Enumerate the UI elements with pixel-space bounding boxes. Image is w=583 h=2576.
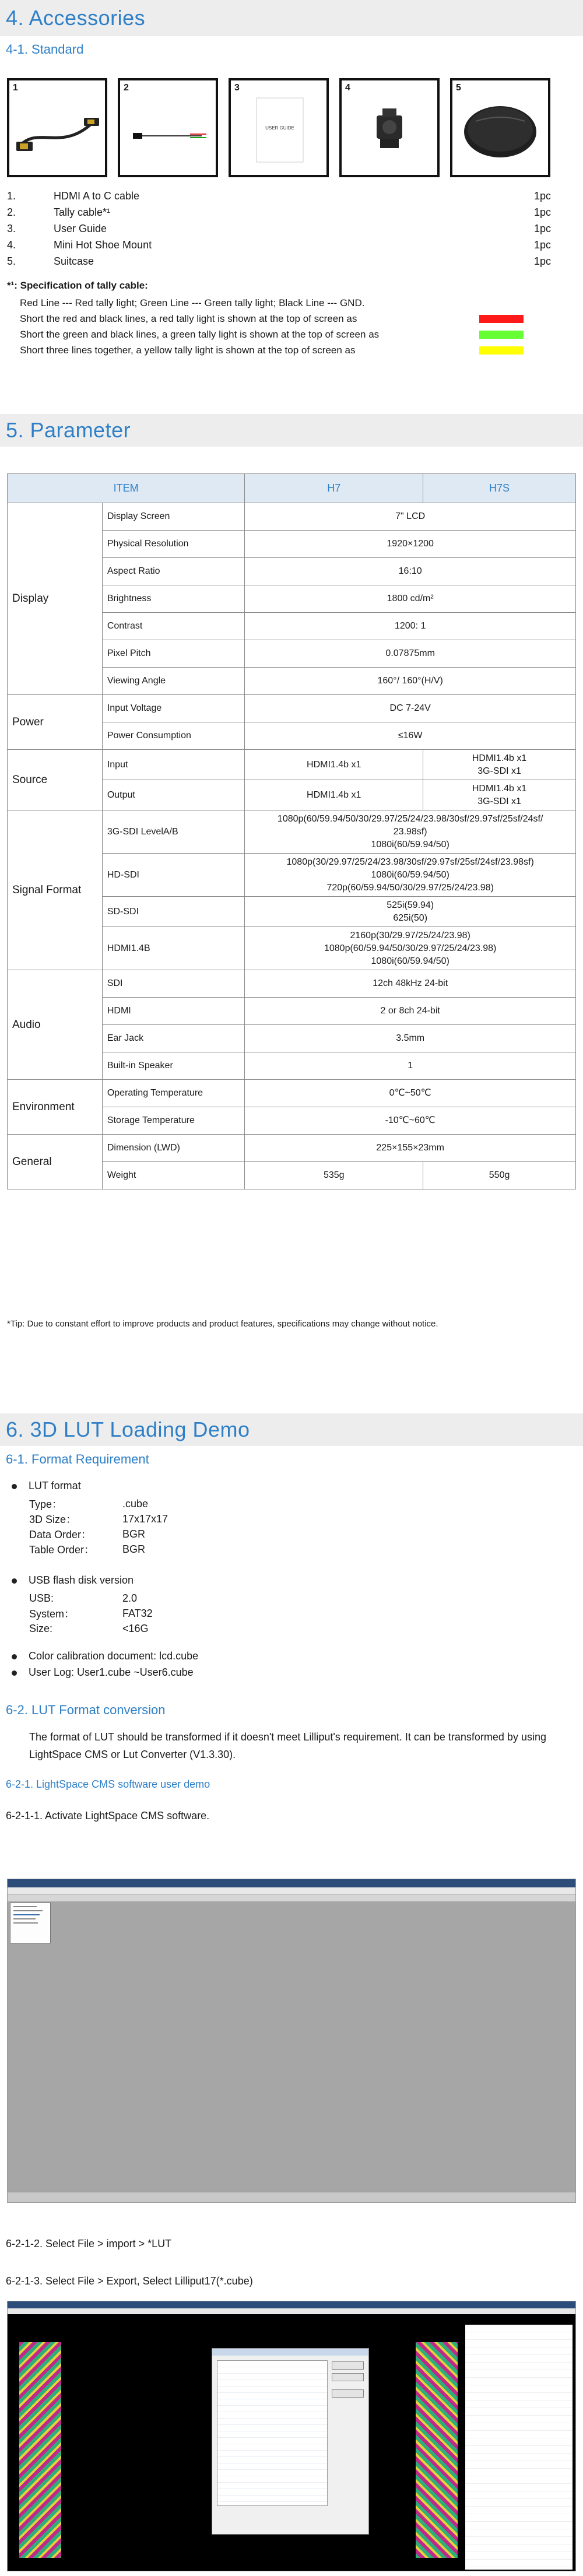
tally-spec-heading: *¹: Specification of tally cable: bbox=[7, 280, 148, 291]
table-header-item: ITEM bbox=[8, 474, 245, 503]
list-item bbox=[7, 220, 551, 237]
item-cell: HDMI1.4B bbox=[102, 927, 245, 970]
tally-line-text: Short three lines together, a yellow tally light is shown at the top of screen as bbox=[20, 344, 356, 356]
parameter-section-header bbox=[0, 414, 583, 447]
item-name: User Guide bbox=[54, 222, 107, 234]
kv-key: System： bbox=[29, 1608, 75, 1620]
kv-value: BGR bbox=[122, 1543, 146, 1555]
item-cell: 3G-SDI LevelA/B bbox=[102, 810, 245, 854]
value-cell: 160°/ 160°(H/V) bbox=[245, 668, 576, 695]
value-cell: 1800 cd/m² bbox=[245, 585, 576, 613]
table-row bbox=[8, 810, 576, 854]
item-qty: 1pc bbox=[533, 206, 551, 218]
category-cell: Audio bbox=[8, 970, 103, 1080]
hdmi-cable-icon bbox=[9, 80, 105, 175]
accessory-box-4 bbox=[339, 78, 440, 177]
tally-line-text: Short the green and black lines, a green tally light is shown at the top of screen as bbox=[20, 328, 380, 340]
green-tally-swatch bbox=[479, 331, 524, 339]
h7s-value-cell: 550g bbox=[423, 1162, 576, 1189]
lut-format-label: LUT format bbox=[29, 1480, 81, 1491]
table-header-h7: H7 bbox=[245, 474, 423, 503]
step-2-text: 6-2-1-2. Select File > import > *LUT bbox=[6, 2238, 172, 2249]
item-cell: Operating Temperature bbox=[102, 1080, 245, 1107]
category-cell: Environment bbox=[8, 1080, 103, 1135]
item-number: 1. bbox=[7, 189, 16, 202]
accessories-title: 4. Accessories bbox=[6, 6, 146, 30]
kv-row bbox=[0, 1511, 583, 1526]
value-cell: 7" LCD bbox=[245, 503, 576, 531]
table-row bbox=[8, 750, 576, 780]
h7-value-cell: HDMI1.4b x1 bbox=[245, 750, 423, 780]
value-cell: 16:10 bbox=[245, 558, 576, 585]
item-cell: HDMI bbox=[102, 998, 245, 1025]
format-requirement-title: 6-1. Format Requirement bbox=[6, 1452, 149, 1466]
export-option-button bbox=[332, 2389, 364, 2398]
usb-bullet bbox=[0, 1574, 583, 1591]
file-menu-dropdown bbox=[10, 1903, 51, 1943]
h7-value-cell: HDMI1.4b x1 bbox=[245, 780, 423, 810]
lightspace-screenshot-2 bbox=[7, 2301, 576, 2571]
kv-value: BGR bbox=[122, 1528, 146, 1540]
accessory-list bbox=[0, 188, 551, 269]
kv-row bbox=[0, 1606, 583, 1621]
kv-value: FAT32 bbox=[122, 1607, 153, 1619]
h7s-value-cell: HDMI1.4b x1 3G-SDI x1 bbox=[423, 750, 576, 780]
kv-row bbox=[0, 1496, 583, 1511]
lut-cube-left-view bbox=[19, 2342, 61, 2558]
step-3-text: 6-2-1-3. Select File > Export, Select Lilliput17(*.cube) bbox=[6, 2275, 253, 2287]
value-cell: 525i(59.94) 625i(50) bbox=[245, 897, 576, 927]
item-cell: Dimension (LWD) bbox=[102, 1135, 245, 1162]
hot-shoe-mount-icon bbox=[342, 80, 437, 175]
user-guide-icon bbox=[231, 80, 326, 175]
accessory-images bbox=[0, 78, 550, 177]
tally-line-text: Short the red and black lines, a red tally light is shown at the top of screen as bbox=[20, 313, 357, 324]
kv-key: 3D Size： bbox=[29, 1514, 77, 1525]
lut-format-bullet bbox=[0, 1480, 583, 1496]
value-cell: 1200: 1 bbox=[245, 613, 576, 640]
accessory-number: 5 bbox=[456, 83, 461, 93]
category-cell: General bbox=[8, 1135, 103, 1189]
kv-key: USB: bbox=[29, 1592, 54, 1604]
table-row bbox=[8, 1080, 576, 1107]
accessory-box-1 bbox=[7, 78, 107, 177]
user-log-text: User Log: User1.cube ~User6.cube bbox=[29, 1666, 194, 1678]
app-title-bar bbox=[8, 1879, 575, 1887]
kv-value: .cube bbox=[122, 1497, 149, 1510]
yellow-tally-swatch bbox=[479, 346, 524, 355]
app-status-bar bbox=[8, 2192, 575, 2202]
item-cell: Physical Resolution bbox=[102, 531, 245, 558]
item-qty: 1pc bbox=[533, 222, 551, 234]
usb-label: USB flash disk version bbox=[29, 1574, 134, 1586]
accessories-section-header bbox=[0, 0, 583, 36]
spec-tip: *Tip: Due to constant effort to improve products and product features, specifications may change without notice. bbox=[7, 1319, 438, 1329]
suitcase-icon bbox=[452, 80, 548, 175]
item-cell: Pixel Pitch bbox=[102, 640, 245, 668]
tally-line-text: Red Line --- Red tally light; Green Line --- Green tally light; Black Line --- GND. bbox=[20, 297, 365, 308]
item-cell: Brightness bbox=[102, 585, 245, 613]
tally-line bbox=[7, 342, 583, 358]
item-number: 3. bbox=[7, 222, 16, 234]
accessory-number: 2 bbox=[124, 83, 129, 93]
kv-key: Table Order： bbox=[29, 1544, 95, 1556]
item-number: 5. bbox=[7, 255, 16, 267]
export-cancel-button bbox=[332, 2373, 364, 2381]
value-cell: 1 bbox=[245, 1052, 576, 1080]
conversion-title: 6-2. LUT Format conversion bbox=[6, 1703, 166, 1717]
kv-value: <16G bbox=[122, 1622, 149, 1634]
item-cell: Input bbox=[102, 750, 245, 780]
accessory-box-5 bbox=[450, 78, 550, 177]
lut-cube-right-view bbox=[416, 2342, 458, 2558]
parameter-table-body bbox=[8, 503, 576, 1189]
item-cell: Input Voltage bbox=[102, 695, 245, 722]
conversion-text: The format of LUT should be transformed if it doesn't meet Lilliput's requirement. It can be transformed by using LightSpace CMS or Lut Converter (V1.3.30). bbox=[29, 1731, 546, 1760]
kv-key: Size: bbox=[29, 1622, 53, 1634]
lut-title: 6. 3D LUT Loading Demo bbox=[6, 1417, 250, 1441]
kv-row bbox=[0, 1591, 583, 1606]
bullet-dot bbox=[12, 1484, 17, 1489]
item-name: HDMI A to C cable bbox=[54, 189, 140, 202]
value-cell: 3.5mm bbox=[245, 1025, 576, 1052]
category-cell: Power bbox=[8, 695, 103, 750]
value-cell: 0.07875mm bbox=[245, 640, 576, 668]
item-cell: Ear Jack bbox=[102, 1025, 245, 1052]
tally-cable-icon bbox=[120, 80, 216, 175]
item-name: Tally cable*¹ bbox=[54, 206, 111, 218]
bullet-dot bbox=[12, 1654, 17, 1659]
tally-line bbox=[7, 327, 583, 342]
item-cell: SD-SDI bbox=[102, 897, 245, 927]
lightspace-screenshot-1 bbox=[7, 1879, 576, 2203]
item-cell: Viewing Angle bbox=[102, 668, 245, 695]
item-cell: Power Consumption bbox=[102, 722, 245, 750]
lut-values-table bbox=[465, 2325, 573, 2570]
item-qty: 1pc bbox=[533, 238, 551, 251]
tally-spec bbox=[0, 280, 583, 358]
value-cell: -10℃~60℃ bbox=[245, 1107, 576, 1135]
item-cell: Weight bbox=[102, 1162, 245, 1189]
kv-row bbox=[0, 1542, 583, 1557]
app-toolbar bbox=[8, 1894, 575, 1901]
value-cell: 2 or 8ch 24-bit bbox=[245, 998, 576, 1025]
bullet-dot bbox=[12, 1578, 17, 1584]
user-guide-cover-text: USER GUIDE bbox=[265, 125, 294, 131]
value-cell: 0℃~50℃ bbox=[245, 1080, 576, 1107]
lut-section-header bbox=[0, 1413, 583, 1446]
bullet-dot bbox=[12, 1670, 17, 1676]
value-cell: 1080p(30/29.97/25/24/23.98/30sf/29.97sf/25sf/24sf/23.98sf) 1080i(60/59.94/50) 720p(60/59.94/50/30/29.97/25/24/23.98) bbox=[245, 854, 576, 897]
tally-line bbox=[7, 311, 583, 327]
parameter-table bbox=[7, 473, 576, 1189]
list-item bbox=[7, 253, 551, 269]
item-cell: Aspect Ratio bbox=[102, 558, 245, 585]
item-cell: Display Screen bbox=[102, 503, 245, 531]
user-log-bullet bbox=[0, 1666, 583, 1683]
category-cell: Source bbox=[8, 750, 103, 810]
kv-value: 2.0 bbox=[122, 1592, 138, 1604]
h7-value-cell: 535g bbox=[245, 1162, 423, 1189]
table-row bbox=[8, 1135, 576, 1162]
export-dialog bbox=[212, 2348, 369, 2535]
table-row bbox=[8, 695, 576, 722]
lut-format-block bbox=[0, 1452, 583, 1822]
kv-row bbox=[0, 1621, 583, 1636]
cms-demo-title: 6-2-1. LightSpace CMS software user demo bbox=[6, 1778, 210, 1790]
table-row bbox=[8, 503, 576, 531]
item-qty: 1pc bbox=[533, 189, 551, 202]
h7s-value-cell: HDMI1.4b x1 3G-SDI x1 bbox=[423, 780, 576, 810]
kv-key: Data Order： bbox=[29, 1529, 92, 1540]
app-title-bar bbox=[8, 2301, 575, 2308]
value-cell: 1920×1200 bbox=[245, 531, 576, 558]
value-cell: 225×155×23mm bbox=[245, 1135, 576, 1162]
item-cell: Storage Temperature bbox=[102, 1107, 245, 1135]
list-item bbox=[7, 188, 551, 204]
item-name: Suitcase bbox=[54, 255, 94, 267]
item-cell: Output bbox=[102, 780, 245, 810]
value-cell: 2160p(30/29.97/25/24/23.98) 1080p(60/59.94/50/30/29.97/25/24/23.98) 1080i(60/59.94/50) bbox=[245, 927, 576, 970]
export-ok-button bbox=[332, 2361, 364, 2370]
value-cell: ≤16W bbox=[245, 722, 576, 750]
table-header-h7s: H7S bbox=[423, 474, 576, 503]
accessory-number: 1 bbox=[13, 83, 18, 93]
accessory-box-3 bbox=[229, 78, 329, 177]
red-tally-swatch bbox=[479, 315, 524, 323]
color-doc-bullet bbox=[0, 1650, 583, 1666]
accessory-box-2 bbox=[118, 78, 218, 177]
item-cell: Built-in Speaker bbox=[102, 1052, 245, 1080]
item-cell: HD-SDI bbox=[102, 854, 245, 897]
value-cell: 1080p(60/59.94/50/30/29.97/25/24/23.98/30sf/29.97sf/25sf/24sf/ 23.98sf) 1080i(60/59.94/50) bbox=[245, 810, 576, 854]
step-1-text: 6-2-1-1. Activate LightSpace CMS software. bbox=[6, 1810, 210, 1822]
app-menu-bar bbox=[8, 2308, 575, 2314]
category-cell: Display bbox=[8, 503, 103, 695]
accessory-number: 3 bbox=[234, 83, 240, 93]
app-menu-bar bbox=[8, 1887, 575, 1894]
item-cell: Contrast bbox=[102, 613, 245, 640]
kv-key: Type： bbox=[29, 1498, 63, 1510]
parameter-title: 5. Parameter bbox=[6, 418, 131, 442]
item-cell: SDI bbox=[102, 970, 245, 998]
standard-subtitle: 4-1. Standard bbox=[6, 42, 84, 57]
value-cell: DC 7-24V bbox=[245, 695, 576, 722]
item-name: Mini Hot Shoe Mount bbox=[54, 238, 152, 251]
kv-value: 17x17x17 bbox=[122, 1512, 168, 1525]
item-qty: 1pc bbox=[533, 255, 551, 267]
item-number: 4. bbox=[7, 238, 16, 251]
export-format-list bbox=[217, 2360, 328, 2506]
list-item bbox=[7, 237, 551, 253]
tally-line bbox=[7, 295, 583, 311]
kv-row bbox=[0, 1526, 583, 1542]
value-cell: 12ch 48kHz 24-bit bbox=[245, 970, 576, 998]
accessory-number: 4 bbox=[345, 83, 350, 93]
color-doc-text: Color calibration document: lcd.cube bbox=[29, 1650, 199, 1662]
category-cell: Signal Format bbox=[8, 810, 103, 970]
table-row bbox=[8, 970, 576, 998]
list-item bbox=[7, 204, 551, 220]
item-number: 2. bbox=[7, 206, 16, 218]
